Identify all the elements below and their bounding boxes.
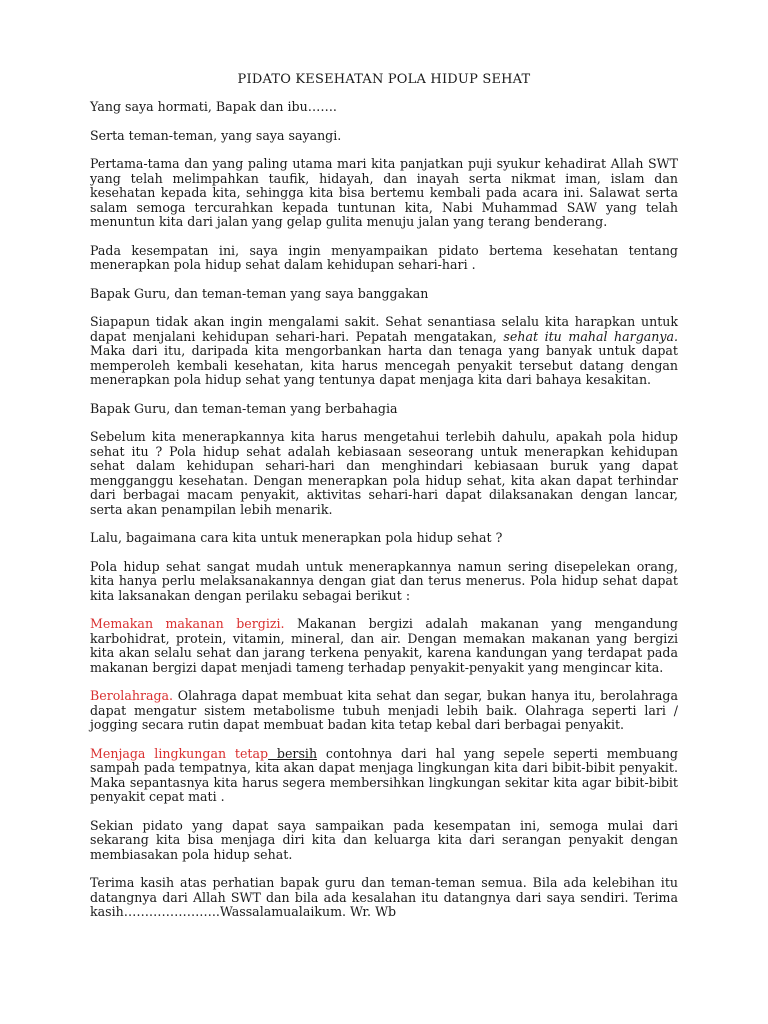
item-text: Makanan bergizi adalah makanan yang mengandung karbohidrat, protein, vitamin, mineral, dan air. Dengan memakan makanan yang bergizi kita akan selalu sehat dan jarang terkena penyakit, karena kandungan yang terdapat pada makanan bergizi dapat menjadi tameng terhadap penyakit-penyakit yang mengincar kita. — [90, 616, 678, 675]
item-label: Menjaga lingkungan tetap — [90, 745, 269, 761]
paragraph-text: Siapapun tidak akan ingin mengalami sakit. Sehat senantiasa selalu kita harapkan untuk dapat menjalani kehidupan sehari-hari. Pepatah mengatakan, — [90, 314, 678, 344]
definition-paragraph: Sebelum kita menerapkannya kita harus mengetahui terlebih dahulu, apakah pola hidup sehat itu ? Pola hidup sehat adalah kebiasaan seseorang untuk menerapkan kehidupan sehat dalam kehidupan sehari-hari dan menghindari kebiasaan buruk yang dapat mengganggu kesehatan. Dengan menerapkan pola hidup sehat, kita akan dapat terhindar dari berbagai macam penyakit, aktivitas sehari-hari dapat dilaksanakan dengan lancar, serta akan penampilan lebih menarik. — [90, 429, 678, 517]
underlined-word: bersih — [268, 745, 318, 761]
address-line: Bapak Guru, dan teman-teman yang saya banggakan — [90, 285, 429, 301]
proverb-quote: sehat itu mahal harganya. — [496, 328, 679, 344]
purpose-paragraph: Pada kesempatan ini, saya ingin menyampaikan pidato bertema kesehatan tentang menerapkan pola hidup sehat dalam kehidupan sehari-hari . — [90, 242, 678, 272]
paragraph-text: Maka dari itu, daripada kita mengorbankan harta dan tenaga yang banyak untuk dapat memperoleh kembali kesehatan, kita harus mencegah penyakit tersebut datang dengan menerapkan pola hidup sehat yang tentunya dapat menjaga kita dari bahaya kesakitan. — [90, 343, 678, 387]
method-paragraph: Pola hidup sehat sangat mudah untuk menerapkannya namun sering disepelekan orang, kita hanya perlu melaksanakannya dengan giat dan terus menerus. Pola hidup sehat dapat kita laksanakan dengan perilaku sebagai berikut : — [90, 558, 678, 603]
closing-paragraph: Sekian pidato yang dapat saya sampaikan pada kesempatan ini, semoga mulai dari sekarang kita bisa menjaga diri kita dan keluarga kita dari serangan penyakit dengan membiasakan pola hidup sehat. — [90, 817, 678, 862]
item-label: Memakan makanan bergizi. — [90, 616, 285, 631]
item-text: contohnya dari hal yang sepele seperti membuang sampah pada tempatnya, kita akan dapat menjaga lingkungan kita dari bibit-bibit penyakit. Maka sepantasnya kita harus segera membersihkan lingkungan sekitar kita agar bibit-bibit penyakit cepat mati . — [90, 745, 678, 804]
item-label: Berolahraga. — [90, 688, 174, 703]
list-item-environment — [90, 747, 678, 805]
opening-paragraph: Pertama-tama dan yang paling utama mari kita panjatkan puji syukur kehadirat Allah SWT yang telah melimpahkan taufik, hidayah, dan inayah serta nikmat iman, islam dan kesehatan kepada kita, sehingga kita bisa bertemu kembali pada acara ini. Salawat serta salam semoga tercurahkan kepada tuntunan kita, Nabi Muhammad SAW yang telah menuntun kita dari jalan yang gelap gulita menuju jalan yang terang benderang. — [90, 156, 678, 229]
item-text: Olahraga dapat membuat kita sehat dan segar, bukan hanya itu, berolahraga dapat mengatur sistem metabolisme tubuh menjadi lebih baik. Olahraga seperti lari / jogging secara rutin dapat membuat badan kita tetap kebal dari berbagai penyakit. — [90, 688, 678, 732]
greeting-line: Yang saya hormati, Bapak dan ibu……. — [90, 99, 337, 114]
sickness-paragraph — [90, 315, 678, 388]
question-line: Lalu, bagaimana cara kita untuk menerapkan pola hidup sehat ? — [90, 530, 503, 545]
document-title: PIDATO KESEHATAN POLA HIDUP SEHAT — [237, 72, 531, 87]
document-body — [90, 100, 678, 934]
address-line: Bapak Guru, dan teman-teman yang berbahagia — [90, 400, 398, 416]
thanks-paragraph: Terima kasih atas perhatian bapak guru dan teman-teman semua. Bila ada kelebihan itu datangnya dari Allah SWT dan bila ada kesalahan itu datangnya dari saya sendiri. Terima kasih…………………..Wassalamualaikum. Wr. Wb — [90, 875, 678, 919]
list-item-food — [90, 617, 678, 675]
list-item-sport — [90, 689, 678, 733]
greeting-line: Serta teman-teman, yang saya sayangi. — [90, 127, 342, 143]
